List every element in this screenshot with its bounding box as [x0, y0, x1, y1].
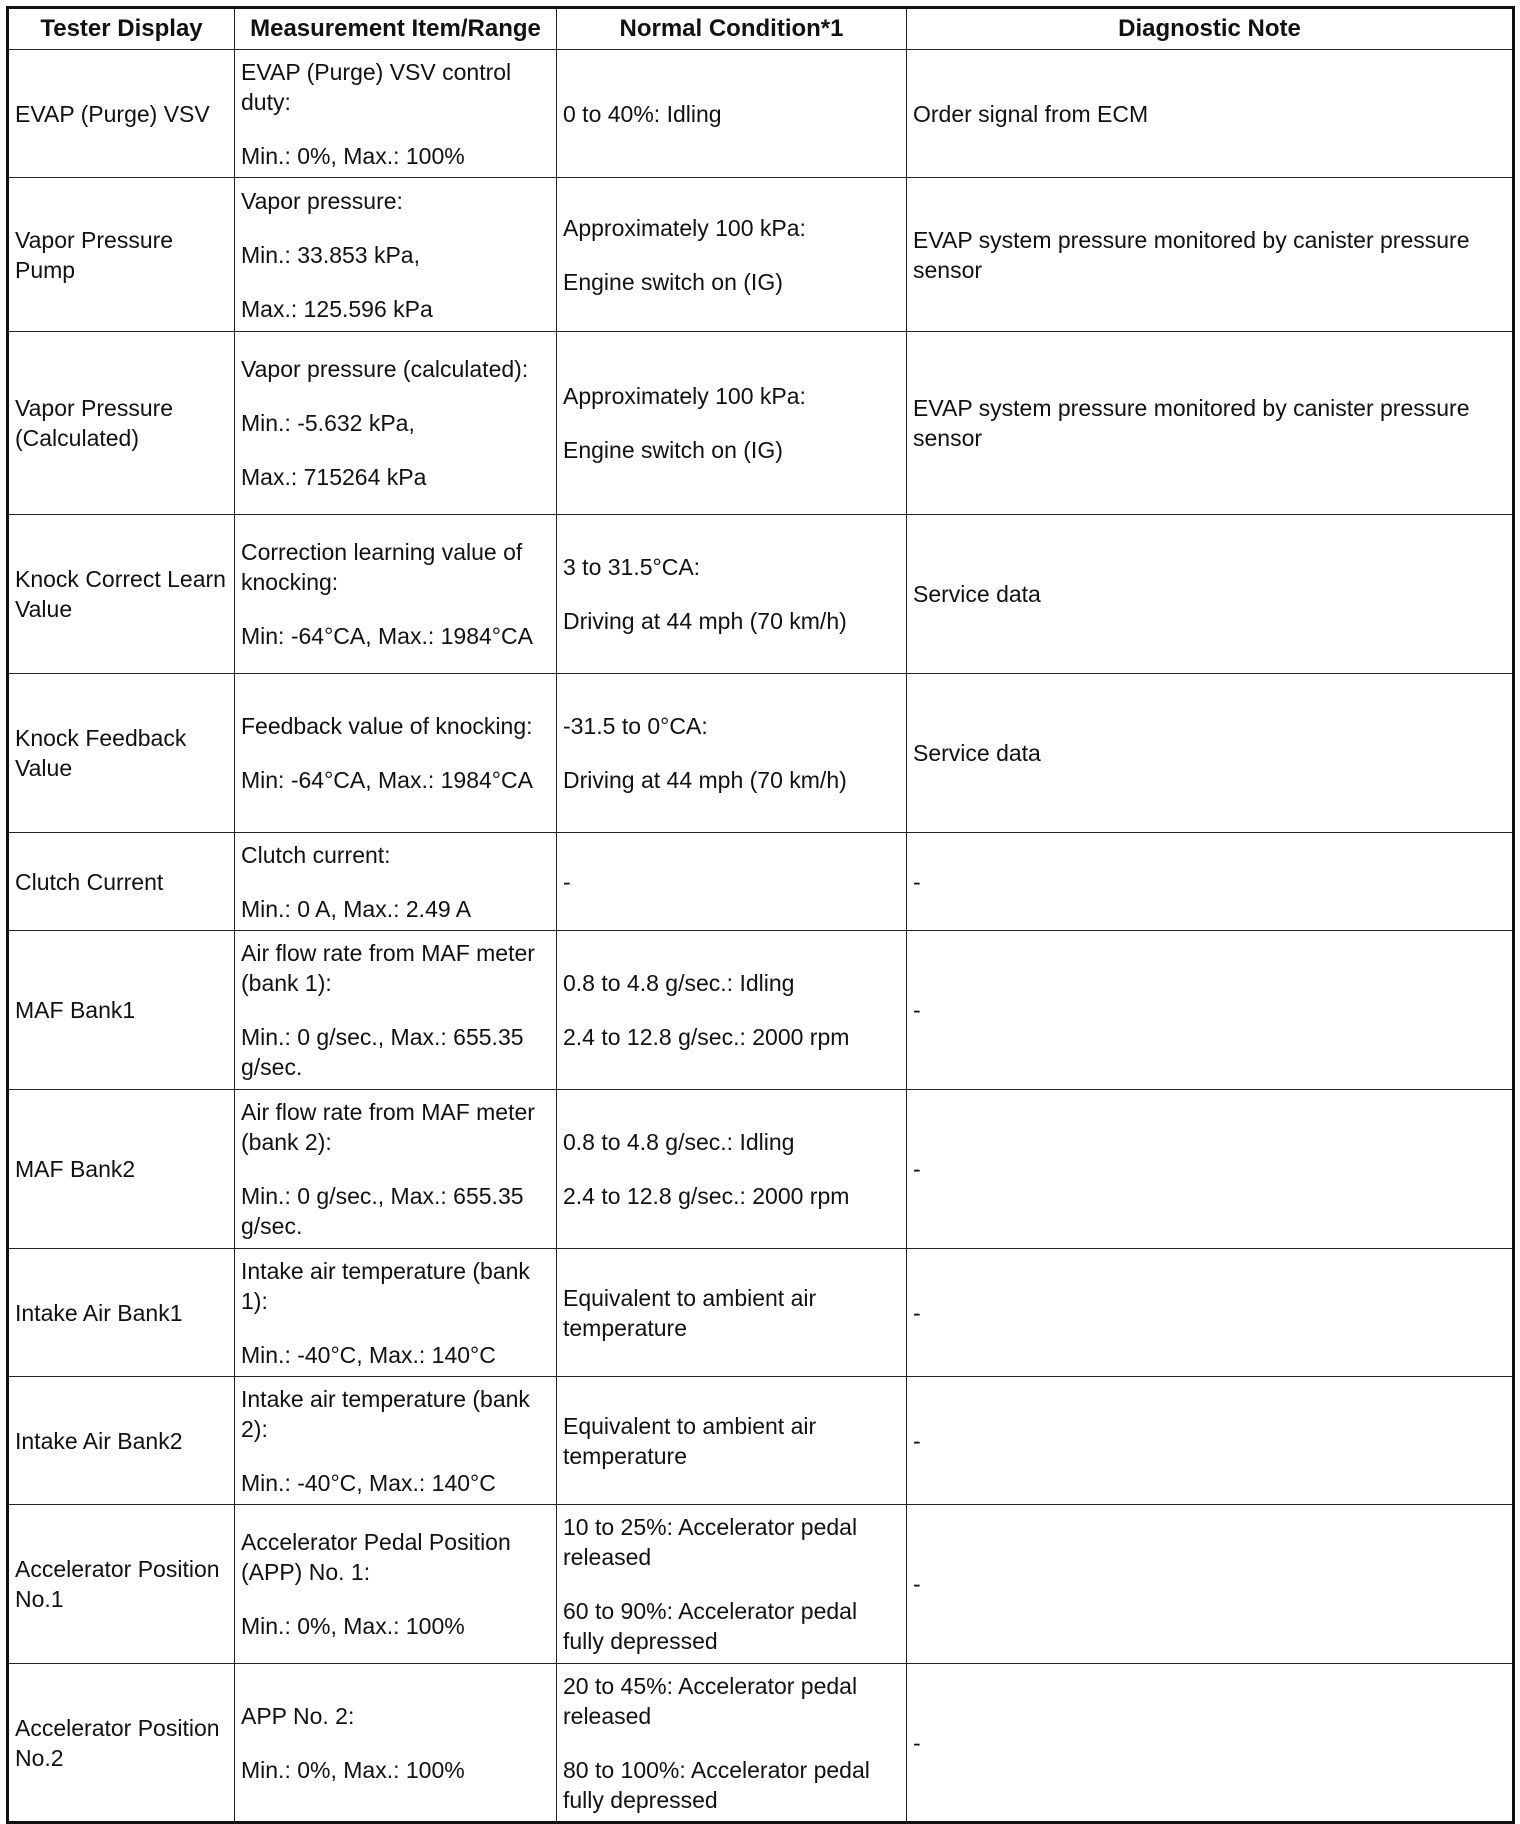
measurement-range-line: Min: -64°CA, Max.: 1984°CA: [241, 623, 533, 649]
measurement-range-cell: [235, 931, 557, 1090]
tester-display-cell: Knock Correct Learn Value: [8, 515, 235, 674]
header-row: [8, 8, 1514, 50]
diagnostic-note-cell: -: [907, 1505, 1514, 1664]
normal-condition-line: 20 to 45%: Accelerator pedal released: [563, 1672, 858, 1729]
normal-condition-cell: [557, 1505, 907, 1664]
normal-condition-line: Engine switch on (IG): [563, 437, 783, 463]
header-measurement-item: Measurement Item/Range: [235, 8, 557, 50]
diagnostic-note-cell: Order signal from ECM: [907, 50, 1514, 178]
measurement-range-line: Clutch current:: [241, 841, 391, 868]
measurement-range-line: Vapor pressure (calculated):: [241, 356, 529, 382]
measurement-range-line: Max.: 715264 kPa: [241, 464, 427, 490]
tester-display-cell: Accelerator Position No.1: [8, 1505, 235, 1664]
measurement-range-cell: [235, 1249, 557, 1377]
normal-condition-line: 60 to 90%: Accelerator pedal fully depressed: [563, 1598, 858, 1654]
diagnostic-note-cell: Service data: [907, 674, 1514, 833]
normal-condition-line: Engine switch on (IG): [563, 268, 783, 295]
measurement-range-line: Min.: -5.632 kPa,: [241, 410, 415, 436]
table-row: [8, 833, 1514, 931]
table-row: [8, 1505, 1514, 1664]
measurement-range-line: Intake air temperature (bank 2):: [241, 1385, 530, 1442]
table-row: [8, 1664, 1514, 1823]
measurement-range-line: Min.: 0 g/sec., Max.: 655.35 g/sec.: [241, 1183, 524, 1239]
normal-condition-cell: [557, 1090, 907, 1249]
measurement-range-line: Min: -64°CA, Max.: 1984°CA: [241, 767, 533, 793]
normal-condition-cell: [557, 931, 907, 1090]
measurement-range-line: APP No. 2:: [241, 1702, 355, 1729]
measurement-range-line: Min.: 0%, Max.: 100%: [241, 1756, 465, 1783]
measurement-range-cell: [235, 833, 557, 931]
normal-condition-line: Approximately 100 kPa:: [563, 383, 806, 409]
normal-condition-line: 0.8 to 4.8 g/sec.: Idling: [563, 1129, 795, 1155]
normal-condition-line: Approximately 100 kPa:: [563, 214, 806, 241]
diagnostic-note-cell: -: [907, 1664, 1514, 1823]
normal-condition-line: Driving at 44 mph (70 km/h): [563, 767, 847, 793]
diagnostic-note-cell: -: [907, 931, 1514, 1090]
tester-display-cell: Intake Air Bank1: [8, 1249, 235, 1377]
tester-display-cell: Vapor Pressure (Calculated): [8, 332, 235, 515]
measurement-range-line: Min.: 33.853 kPa,: [241, 241, 420, 268]
measurement-range-cell: [235, 50, 557, 178]
tester-display-cell: EVAP (Purge) VSV: [8, 50, 235, 178]
tester-display-cell: Intake Air Bank2: [8, 1377, 235, 1505]
normal-condition-line: 80 to 100%: Accelerator pedal fully depressed: [563, 1756, 870, 1813]
normal-condition-line: 2.4 to 12.8 g/sec.: 2000 rpm: [563, 1183, 850, 1209]
table-row: [8, 1249, 1514, 1377]
measurement-range-line: Correction learning value of knocking:: [241, 539, 523, 595]
tester-display-cell: Knock Feedback Value: [8, 674, 235, 833]
table-row: [8, 931, 1514, 1090]
measurement-range-cell: [235, 178, 557, 332]
measurement-range-cell: [235, 1505, 557, 1664]
tester-display-cell: MAF Bank2: [8, 1090, 235, 1249]
measurement-range-line: Max.: 125.596 kPa: [241, 295, 433, 322]
measurement-range-line: Accelerator Pedal Position (APP) No. 1:: [241, 1529, 511, 1585]
table-row: [8, 674, 1514, 833]
table-row: [8, 1377, 1514, 1505]
measurement-range-line: Feedback value of knocking:: [241, 713, 533, 739]
diagnostic-note-cell: -: [907, 1090, 1514, 1249]
normal-condition-line: Equivalent to ambient air temperature: [563, 1412, 817, 1469]
normal-condition-line: 0 to 40%: Idling: [563, 100, 722, 127]
diagnostic-note-cell: EVAP system pressure monitored by canister pressure sensor: [907, 332, 1514, 515]
tester-display-cell: Vapor Pressure Pump: [8, 178, 235, 332]
table-row: [8, 50, 1514, 178]
data-list-table: [6, 6, 1515, 1824]
normal-condition-line: Driving at 44 mph (70 km/h): [563, 608, 847, 634]
measurement-range-cell: [235, 1664, 557, 1823]
normal-condition-line: -: [563, 868, 571, 895]
measurement-range-line: Min.: 0%, Max.: 100%: [241, 1613, 465, 1639]
measurement-range-cell: [235, 332, 557, 515]
measurement-range-line: Vapor pressure:: [241, 187, 403, 214]
diagnostic-note-cell: -: [907, 833, 1514, 931]
measurement-range-line: Min.: -40°C, Max.: 140°C: [241, 1341, 496, 1368]
measurement-range-line: Intake air temperature (bank 1):: [241, 1257, 530, 1314]
normal-condition-line: -31.5 to 0°CA:: [563, 713, 708, 739]
normal-condition-cell: [557, 515, 907, 674]
diagnostic-note-cell: -: [907, 1249, 1514, 1377]
table-row: [8, 1090, 1514, 1249]
measurement-range-line: Min.: -40°C, Max.: 140°C: [241, 1469, 496, 1496]
table-row: [8, 178, 1514, 332]
normal-condition-cell: [557, 332, 907, 515]
table-row: [8, 515, 1514, 674]
measurement-range-line: Min.: 0 A, Max.: 2.49 A: [241, 895, 472, 922]
normal-condition-cell: [557, 833, 907, 931]
measurement-range-line: EVAP (Purge) VSV control duty:: [241, 58, 512, 115]
header-tester-display: Tester Display: [8, 8, 235, 50]
normal-condition-line: 3 to 31.5°CA:: [563, 554, 701, 580]
normal-condition-cell: [557, 1249, 907, 1377]
header-diagnostic-note: Diagnostic Note: [907, 8, 1514, 50]
measurement-range-cell: [235, 1090, 557, 1249]
diagnostic-note-cell: EVAP system pressure monitored by canister pressure sensor: [907, 178, 1514, 332]
normal-condition-cell: [557, 178, 907, 332]
tester-display-cell: Accelerator Position No.2: [8, 1664, 235, 1823]
diagnostic-note-cell: Service data: [907, 515, 1514, 674]
normal-condition-cell: [557, 674, 907, 833]
normal-condition-cell: [557, 1664, 907, 1823]
table-row: [8, 332, 1514, 515]
normal-condition-line: 10 to 25%: Accelerator pedal released: [563, 1514, 858, 1570]
normal-condition-line: 2.4 to 12.8 g/sec.: 2000 rpm: [563, 1024, 850, 1050]
diagnostic-note-cell: -: [907, 1377, 1514, 1505]
tester-display-cell: MAF Bank1: [8, 931, 235, 1090]
normal-condition-line: Equivalent to ambient air temperature: [563, 1284, 817, 1341]
normal-condition-cell: [557, 1377, 907, 1505]
normal-condition-line: 0.8 to 4.8 g/sec.: Idling: [563, 970, 795, 996]
measurement-range-cell: [235, 1377, 557, 1505]
measurement-range-line: Air flow rate from MAF meter (bank 1):: [241, 940, 535, 996]
measurement-range-line: Min.: 0 g/sec., Max.: 655.35 g/sec.: [241, 1024, 524, 1080]
normal-condition-cell: [557, 50, 907, 178]
measurement-range-line: Min.: 0%, Max.: 100%: [241, 142, 465, 169]
measurement-range-cell: [235, 515, 557, 674]
header-normal-condition: Normal Condition*1: [557, 8, 907, 50]
measurement-range-cell: [235, 674, 557, 833]
table-body: [8, 50, 1514, 1823]
measurement-range-line: Air flow rate from MAF meter (bank 2):: [241, 1099, 535, 1155]
tester-display-cell: Clutch Current: [8, 833, 235, 931]
